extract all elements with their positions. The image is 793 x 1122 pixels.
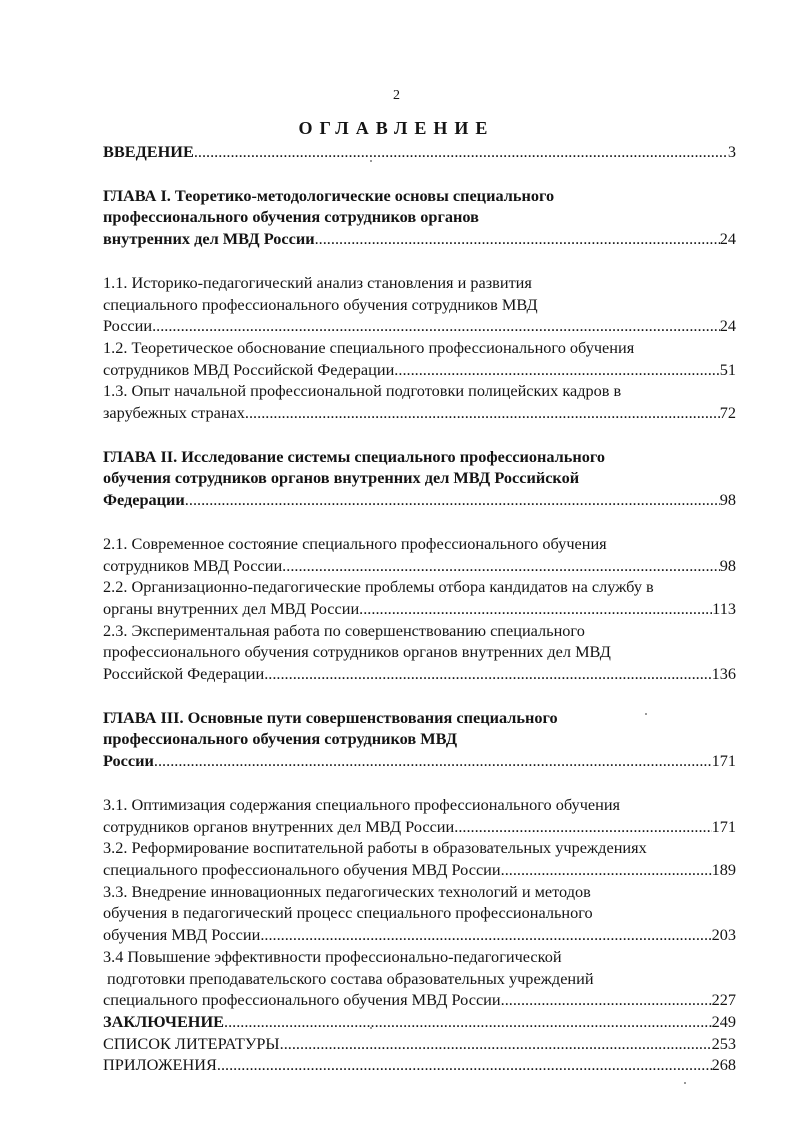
dot-leader: [152, 315, 720, 337]
toc-entry-last-line: [103, 228, 736, 250]
toc-entry-s1-1[interactable]: [103, 272, 736, 337]
page-number: 2: [393, 88, 400, 103]
toc-entry-line: профессионального обучения сотрудников МВД: [103, 729, 458, 749]
toc-entry-text: ВВЕДЕНИЕ: [103, 142, 194, 161]
dot-leader: [185, 489, 720, 511]
toc-page-number: 72: [719, 403, 736, 423]
toc-entry-last-line: [103, 989, 736, 1011]
dot-leader: [217, 1054, 712, 1076]
toc-spacer: [103, 163, 736, 185]
toc-entry-last-line: [103, 555, 736, 577]
toc-entry-s2-3[interactable]: [103, 620, 736, 685]
toc-entry-intro[interactable]: [103, 141, 736, 163]
toc-entry-references[interactable]: [103, 1033, 736, 1055]
toc-entry-line: 3.3. Внедрение инновационных педагогических технологий и методов: [103, 881, 591, 901]
toc-entry-s3-1[interactable]: [103, 794, 736, 837]
toc-entry-s2-1[interactable]: [103, 533, 736, 576]
toc-entry-line: ГЛАВА II. Исследование системы специального профессионального: [103, 446, 606, 466]
toc-page-number: 51: [719, 359, 736, 379]
toc-page-number: 227: [711, 990, 736, 1010]
toc-entry-s2-2[interactable]: [103, 576, 736, 619]
toc-entry-line: профессионального обучения сотрудников органов: [103, 207, 479, 227]
toc-entry-line: специального профессионального обучения сотрудников МВД: [103, 294, 538, 314]
toc-page-number: 136: [711, 664, 736, 684]
dot-leader: [194, 141, 728, 163]
toc-page-number: 98: [719, 555, 736, 575]
toc-page-number: 24: [719, 316, 736, 336]
toc-entry-last-line: [103, 750, 736, 772]
toc-entry-line: профессионального обучения сотрудников органов внутренних дел МВД: [103, 642, 611, 662]
toc-spacer: [103, 685, 736, 707]
toc-entry-line: 2.2. Организационно-педагогические проблемы отбора кандидатов на службу в: [103, 577, 654, 597]
dot-leader: [394, 359, 719, 381]
toc-entry-last-line: [103, 924, 736, 946]
toc-entry-last-line: [103, 816, 736, 838]
toc-entry-text: сотрудников МВД Российской Федерации: [103, 359, 395, 379]
toc-spacer: [103, 511, 736, 533]
toc-entry-text: сотрудников органов внутренних дел МВД России: [103, 816, 455, 836]
toc-entry-line: обучения в педагогический процесс специального профессионального: [103, 903, 593, 923]
toc-page-number: 253: [711, 1033, 736, 1053]
scan-speck: [645, 713, 647, 715]
dot-leader: [224, 1011, 712, 1033]
toc-entry-text: сотрудников МВД России: [103, 555, 283, 575]
toc-entry-last-line: [103, 663, 736, 685]
toc-page-number: 98: [719, 490, 736, 510]
toc-entry-ch2[interactable]: [103, 446, 736, 511]
scan-speck: [370, 160, 372, 162]
toc-entry-last-line: [103, 315, 736, 337]
toc-entry-last-line: [103, 402, 736, 424]
dot-leader: [282, 555, 720, 577]
toc-page-number: 249: [711, 1011, 736, 1031]
toc-entry-last-line: [103, 1011, 736, 1033]
toc-entry-text: обучения МВД России: [103, 925, 261, 945]
dot-leader: [359, 598, 712, 620]
toc-entry-text: органы внутренних дел МВД России: [103, 598, 360, 618]
toc-spacer: [103, 424, 736, 446]
toc-entry-ch3[interactable]: [103, 707, 736, 772]
toc-entry-ch1[interactable]: [103, 185, 736, 250]
toc-page-number: 268: [711, 1055, 736, 1075]
toc-page-number: 203: [711, 925, 736, 945]
dot-leader: [245, 402, 720, 424]
toc-entry-s3-2[interactable]: [103, 837, 736, 880]
toc-entry-line: ГЛАВА I. Теоретико-методологические основы специального: [103, 185, 555, 205]
dot-leader: [260, 924, 711, 946]
scan-speck: [370, 1027, 372, 1029]
dot-leader: [501, 989, 712, 1011]
toc-entry-text: зарубежных странах: [103, 403, 245, 423]
toc-entry-last-line: [103, 489, 736, 511]
toc-entry-text: России: [103, 751, 154, 771]
toc-spacer: [103, 250, 736, 272]
toc-entry-last-line: [103, 359, 736, 381]
toc-page-number: 171: [711, 816, 736, 836]
scan-speck: [684, 1082, 686, 1084]
toc-entry-line: 2.1. Современное состояние специального профессионального обучения: [103, 533, 607, 553]
dot-leader: [154, 750, 712, 772]
toc-entry-line: 1.3. Опыт начальной профессиональной подготовки полицейских кадров в: [103, 381, 622, 401]
toc-entry-last-line: [103, 859, 736, 881]
toc-entry-line: 2.3. Экспериментальная работа по совершенствованию специального: [103, 620, 585, 640]
toc-entry-text: СПИСОК ЛИТЕРАТУРЫ: [103, 1033, 280, 1053]
toc-title: ОГЛАВЛЕНИЕ: [298, 118, 495, 138]
toc-entry-conclusion[interactable]: [103, 1011, 736, 1033]
toc-entry-text: специального профессионального обучения МВД России: [103, 859, 501, 879]
toc-entry-s3-4[interactable]: [103, 946, 736, 1011]
toc-entry-text: внутренних дел МВД России: [103, 229, 315, 249]
toc-entry-text: ПРИЛОЖЕНИЯ: [103, 1055, 217, 1075]
toc-page-number: 189: [711, 859, 736, 879]
toc-entry-appendix[interactable]: [103, 1054, 736, 1076]
toc-entry-last-line: [103, 1033, 736, 1055]
toc-entry-last-line: [103, 598, 736, 620]
toc-entry-line: 3.2. Реформирование воспитательной работы в образовательных учреждениях: [103, 838, 647, 858]
toc-entry-line: ГЛАВА III. Основные пути совершенствования специального: [103, 707, 558, 727]
toc-entry-line: подготовки преподавательского состава образовательных учреждений: [107, 968, 594, 988]
toc-entry-s3-3[interactable]: [103, 881, 736, 946]
dot-leader: [280, 1033, 712, 1055]
toc-entry-line: 3.1. Оптимизация содержания специального профессионального обучения: [103, 794, 621, 814]
toc-entry-last-line: [103, 141, 736, 163]
toc-entry-text: Федерации: [103, 490, 185, 510]
toc-entry-text: специального профессионального обучения МВД России: [103, 990, 501, 1010]
dot-leader: [454, 816, 711, 838]
toc-spacer: [103, 772, 736, 794]
toc-page-number: 113: [712, 598, 736, 618]
toc-entry-text: ЗАКЛЮЧЕНИЕ: [103, 1011, 224, 1031]
toc-entry-line: обучения сотрудников органов внутренних дел МВД Российской: [103, 468, 580, 488]
toc-page-number: 171: [711, 751, 736, 771]
toc-entry-text: Российской Федерации: [103, 664, 265, 684]
toc-entry-line: 1.1. Историко-педагогический анализ становления и развития: [103, 272, 532, 292]
table-of-contents: [103, 141, 736, 1076]
dot-leader: [315, 228, 720, 250]
toc-entry-line: 1.2. Теоретическое обоснование специального профессионального обучения: [103, 337, 635, 357]
toc-entry-text: России: [103, 316, 153, 336]
toc-page-number: 3: [727, 142, 736, 161]
toc-entry-line: 3.4 Повышение эффективности профессионально-педагогической: [103, 946, 562, 966]
toc-entry-last-line: [103, 1054, 736, 1076]
toc-entry-s1-2[interactable]: [103, 337, 736, 380]
dot-leader: [264, 663, 711, 685]
toc-entry-s1-3[interactable]: [103, 380, 736, 423]
toc-page-number: 24: [719, 229, 736, 249]
dot-leader: [501, 859, 712, 881]
